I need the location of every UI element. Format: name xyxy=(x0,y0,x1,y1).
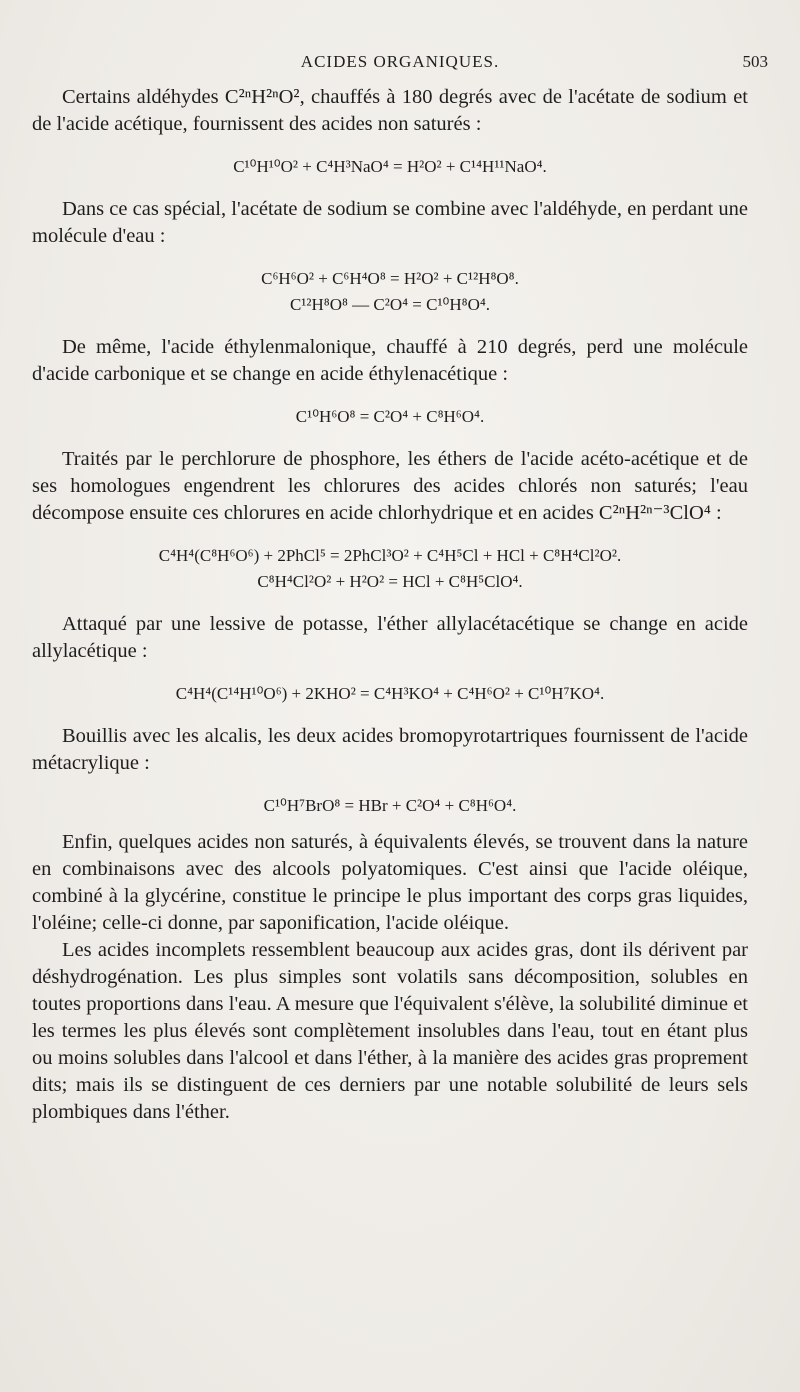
page-body xyxy=(32,84,748,1126)
equation-7: C⁴H⁴(C¹⁴H¹⁰O⁶) + 2KHO² = C⁴H³KO⁴ + C⁴H⁶O² + C¹⁰H⁷KO⁴. xyxy=(175,684,605,703)
paragraph-8: Les acides incomplets ressemblent beaucoup aux acides gras, dont ils dérivent par déshydrogénation. Les plus simples sont volatils sans décomposition, solubles en toutes proportions dans l'eau. A mesure que l'équivalent s'élève, la solubilité diminue et les termes les plus élevés sont complètement insolubles dans l'eau, tout en étant plus ou moins solubles dans l'alcool et dans l'éther, à la manière des acides gras proprement dits; mais ils se distinguent de ces derniers par une notable solubilité de leurs sels plombiques dans l'éther. xyxy=(32,939,748,1123)
equation-2: C⁶H⁶O² + C⁶H⁴O⁸ = H²O² + C¹²H⁸O⁸. xyxy=(261,269,519,288)
equation-5: C⁴H⁴(C⁸H⁶O⁶) + 2PhCl⁵ = 2PhCl³O² + C⁴H⁵Cl + HCl + C⁸H⁴Cl²O². xyxy=(158,546,622,565)
equation-8: C¹⁰H⁷BrO⁸ = HBr + C²O⁴ + C⁸H⁶O⁴. xyxy=(263,796,517,815)
paragraph-6: Bouillis avec les alcalis, les deux acides bromopyrotartriques fournissent de l'acide métacrylique : xyxy=(32,725,748,774)
paragraph-3: De même, l'acide éthylenmalonique, chauffé à 210 degrés, perd une molécule d'acide carbonique et se change en acide éthylenacétique : xyxy=(32,336,748,385)
page-number: 503 xyxy=(742,52,768,71)
paragraph-4: Traités par le perchlorure de phosphore, les éthers de l'acide acéto-acétique et de ses homologues engendrent les chlorures des acides chlorés non saturés; l'eau décompose ensuite ces chlorures en acide chlorhydrique et en acides C²ⁿH²ⁿ⁻³ClO⁴ : xyxy=(32,448,748,524)
equation-1: C¹⁰H¹⁰O² + C⁴H³NaO⁴ = H²O² + C¹⁴H¹¹NaO⁴. xyxy=(233,157,547,176)
paragraph-5: Attaqué par une lessive de potasse, l'éther allylacétacétique se change en acide allylacétique : xyxy=(32,613,748,662)
running-header xyxy=(32,52,768,76)
equation-4: C¹⁰H⁶O⁸ = C²O⁴ + C⁸H⁶O⁴. xyxy=(295,407,485,426)
paragraph-1: Certains aldéhydes C²ⁿH²ⁿO², chauffés à 180 degrés avec de l'acétate de sodium et de l'acide acétique, fournissent des acides non saturés : xyxy=(32,86,748,135)
paragraph-2: Dans ce cas spécial, l'acétate de sodium se combine avec l'aldéhyde, en perdant une molécule d'eau : xyxy=(32,198,748,247)
equation-3: C¹²H⁸O⁸ — C²O⁴ = C¹⁰H⁸O⁴. xyxy=(289,295,491,314)
paragraph-7: Enfin, quelques acides non saturés, à équivalents élevés, se trouvent dans la nature en combinaisons avec des alcools polyatomiques. C'est ainsi que l'acide oléique, combiné à la glycérine, constitue le principe le plus important des corps gras liquides, l'oléine; celle-ci donne, par saponification, l'acide oléique. xyxy=(32,831,748,934)
equation-6: C⁸H⁴Cl²O² + H²O² = HCl + C⁸H⁵ClO⁴. xyxy=(257,572,523,591)
header-title: ACIDES ORGANIQUES. xyxy=(300,52,500,71)
